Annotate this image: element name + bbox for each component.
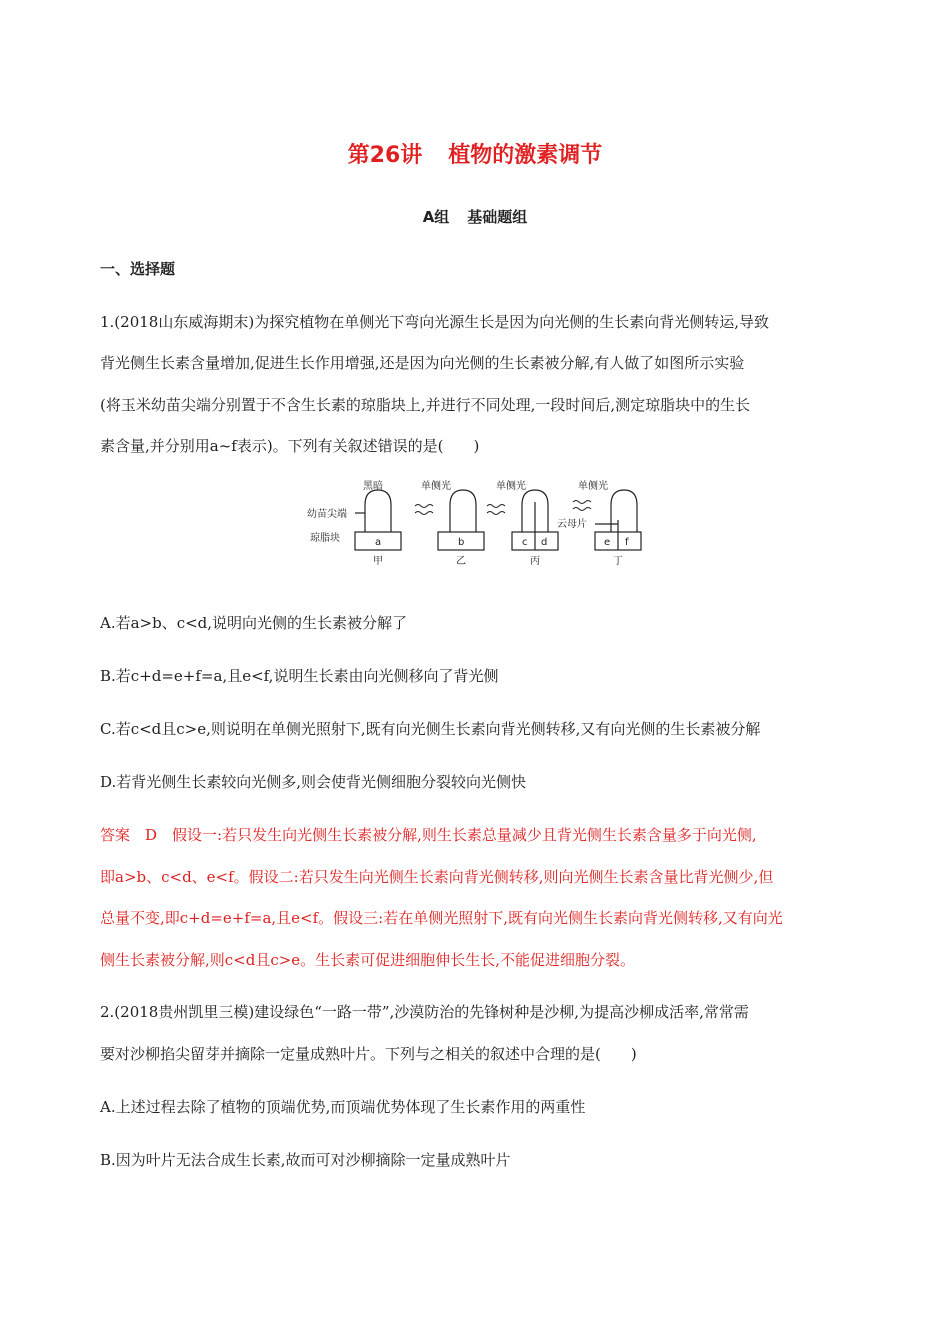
block-label-c: c	[522, 537, 528, 548]
lecture-number: 第26讲	[347, 143, 423, 168]
q1-line-4: 素含量,并分别用a~f表示)。下列有关叙述错误的是( )	[100, 437, 480, 455]
q2-line-2: 要对沙柳掐尖留芽并摘除一定量成熟叶片。下列与之相关的叙述中合理的是( )	[100, 1045, 637, 1063]
q1-answer-line-3: 总量不变,即c+d=e+f=a,且e<f。假设三:若在单侧光照射下,既有向光侧生长素向背光侧转移,又有向光	[100, 909, 783, 927]
q1-answer-line-4: 侧生长素被分解,则c<d且c>e。生长素可促进细胞伸长生长,不能促进细胞分裂。	[100, 951, 635, 969]
experiment-diagram	[305, 480, 650, 570]
seedling-tip-ding	[611, 490, 637, 532]
label-mica: 云母片	[557, 519, 587, 530]
seedling-tip-yi	[450, 490, 476, 532]
q1-option-b: B.若c+d=e+f=a,且e<f,说明生长素由向光侧移向了背光侧	[100, 667, 499, 685]
q1-option-a: A.若a>b、c<d,说明向光侧的生长素被分解了	[100, 614, 408, 632]
group-heading	[0, 206, 950, 227]
section-heading: 一、选择题	[100, 260, 176, 278]
q2-option-b: B.因为叶片无法合成生长素,故而可对沙柳摘除一定量成熟叶片	[100, 1151, 511, 1169]
q1-answer-line-1: 答案 D 假设一:若只发生向光侧生长素被分解,则生长素总量减少且背光侧生长素含量多于向光侧,	[100, 826, 757, 844]
group-sub: 基础题组	[467, 208, 528, 226]
group-label-bing: 丙	[530, 556, 540, 567]
block-label-a: a	[375, 537, 382, 548]
lecture-topic: 植物的激素调节	[448, 143, 603, 168]
q1-line-1: 1.(2018山东威海期末)为探究植物在单侧光下弯向光源生长是因为向光侧的生长素向背光侧转运,导致	[100, 313, 769, 331]
page-title	[0, 138, 950, 169]
q1-answer-line-2: 即a>b、c<d、e<f。假设二:若只发生向光侧生长素向背光侧转移,则向光侧生长素含量比背光侧少,但	[100, 868, 774, 886]
label-agar: 琼脂块	[310, 533, 340, 544]
q2-option-a: A.上述过程去除了植物的顶端优势,而顶端优势体现了生长素作用的两重性	[100, 1098, 586, 1116]
label-seedling: 幼苗尖端	[307, 509, 347, 520]
block-label-e: e	[604, 537, 611, 548]
q2-line-1: 2.(2018贵州凯里三模)建设绿色“一路一带”,沙漠防治的先锋树种是沙柳,为提高沙柳成活率,常常需	[100, 1003, 749, 1021]
seedling-tip-jia	[365, 490, 391, 532]
block-label-d: d	[541, 537, 548, 548]
group-label-ding: 丁	[613, 556, 623, 567]
group-label-yi: 乙	[456, 556, 466, 567]
light-waves	[415, 501, 591, 515]
q1-option-c: C.若c<d且c>e,则说明在单侧光照射下,既有向光侧生长素向背光侧转移,又有向光侧的生长素被分解	[100, 720, 761, 738]
group-label-jia: 甲	[373, 556, 383, 567]
q1-line-2: 背光侧生长素含量增加,促进生长作用增强,还是因为向光侧的生长素被分解,有人做了如图所示实验	[100, 354, 745, 372]
block-label-f: f	[625, 537, 629, 548]
label-dark: 黑暗	[363, 481, 383, 492]
group-name: A组	[422, 208, 450, 226]
block-label-b: b	[458, 537, 465, 548]
label-light-bing: 单侧光	[496, 481, 526, 492]
label-light-ding: 单侧光	[578, 481, 608, 492]
q1-line-3: (将玉米幼苗尖端分别置于不含生长素的琼脂块上,并进行不同处理,一段时间后,测定琼脂块中的生长	[100, 396, 751, 414]
q1-option-d: D.若背光侧生长素较向光侧多,则会使背光侧细胞分裂较向光侧快	[100, 773, 527, 791]
label-light-yi: 单侧光	[421, 481, 451, 492]
